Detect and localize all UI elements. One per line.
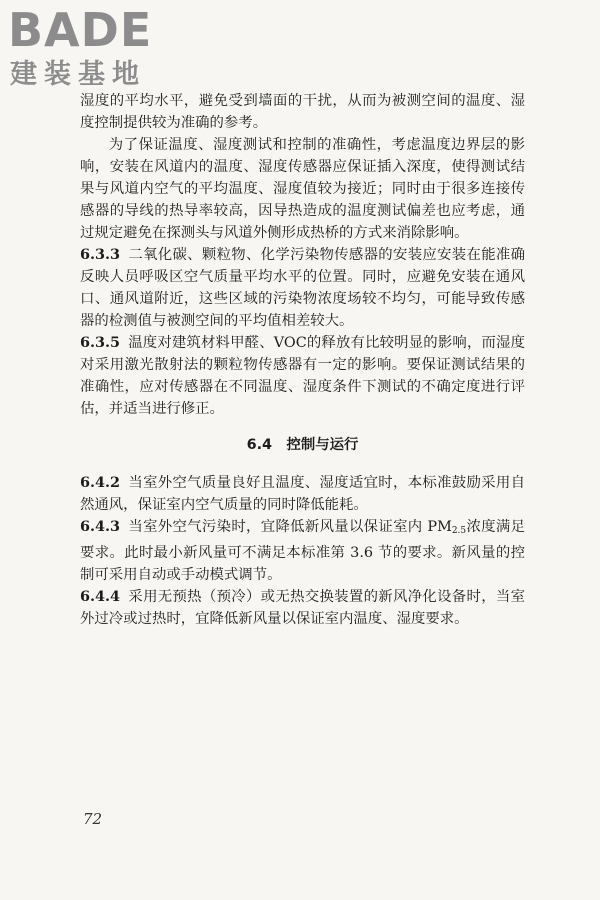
clause-number: 6.4.2: [80, 474, 121, 491]
clause-number: 6.3.5: [80, 334, 121, 351]
clause-6-3-3: [80, 244, 525, 332]
clause-text-b: 浓度满足要求。此时最小新风量可不满足本标准第 3.6 节的要求。新风量的控制可采用自动或手动模式调节。: [80, 519, 525, 583]
clause-text: 二氧化碳、颗粒物、化学污染物传感器的安装应安装在能准确反映人员呼吸区空气质量平均水平的位置。同时，应避免安装在通风口、通风道附近，这些区域的污染物浓度场较不均匀，可能导致传感器的检测值与被测空间的平均值相差较大。: [80, 247, 525, 329]
clause-6-4-4: [80, 586, 525, 630]
clause-number: 6.4.4: [80, 588, 121, 605]
pm-subscript: 2.5: [451, 526, 467, 536]
clause-6-4-2: [80, 472, 525, 516]
logo-wordmark: BADE: [8, 3, 153, 57]
clause-number: 6.4.3: [80, 518, 121, 535]
page-content: [80, 90, 525, 630]
clause-text: 采用无预热（预冷）或无热交换装置的新风净化设备时，当室外过冷或过热时，宜降低新风量以保证室内温度、湿度要求。: [80, 589, 525, 627]
clause-6-3-5: [80, 332, 525, 420]
clause-6-4-3: [80, 516, 525, 586]
paragraph-boundary-layer: 为了保证温度、湿度测试和控制的准确性，考虑温度边界层的影响，安装在风道内的温度、湿度传感器应保证插入深度，使得测试结果与风道内空气的平均温度、湿度值较为接近；同时由于很多连接传感器的导线的热导率较高，因导热造成的温度测试偏差也应考虑，通过规定避免在探测头与风道外侧形成热桥的方式来消除影响。: [80, 137, 525, 241]
clause-number: 6.3.3: [80, 246, 121, 263]
clause-text: 温度对建筑材料甲醛、VOC的释放有比较明显的影响，而湿度对采用激光散射法的颗粒物传感器有一定的影响。要保证测试结果的准确性，应对传感器在不同温度、湿度条件下测试的不确定度进行评估，并适当进行修正。: [80, 335, 525, 417]
section-heading: 6.4 控制与运行: [246, 437, 359, 453]
logo-subtitle: 建装基地: [10, 59, 146, 90]
clause-text-a: 当室外空气污染时，宜降低新风量以保证室内 PM: [128, 519, 452, 535]
page-number: 72: [83, 810, 103, 828]
clause-text: 当室外空气质量良好且温度、湿度适宜时，本标准鼓励采用自然通风，保证室内空气质量的同时降低能耗。: [80, 475, 525, 513]
bade-logo: [8, 4, 183, 96]
paragraph-continuation: 湿度的平均水平，避免受到墙面的干扰，从而为被测空间的温度、湿度控制提供较为准确的参考。: [80, 93, 525, 131]
